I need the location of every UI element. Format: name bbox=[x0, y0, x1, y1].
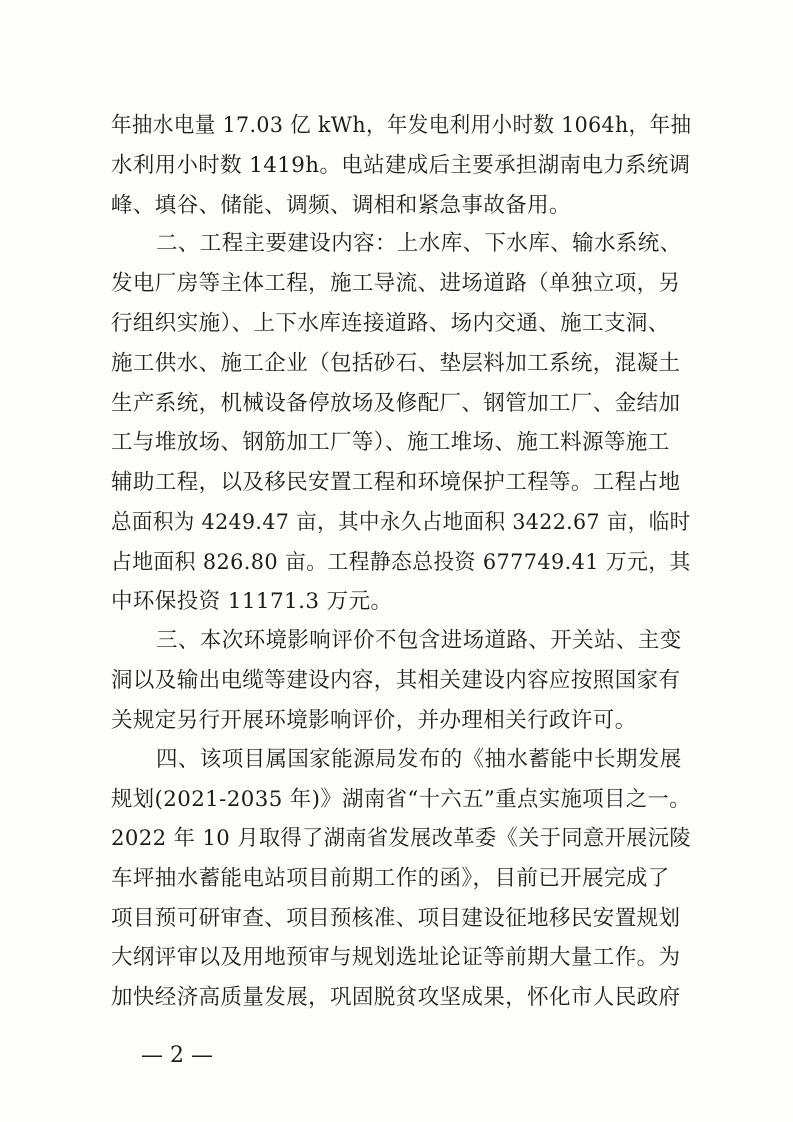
page-number: — 2 — bbox=[141, 1043, 213, 1068]
paragraph-4-start: 四、该项目属国家能源局发布的《抽水蓄能中长期发展 bbox=[156, 747, 682, 772]
text-line: 发电厂房等主体工程，施工导流、进场道路（单独立项，另 bbox=[111, 271, 681, 296]
text-line: 关规定另行开展环境影响评价，并办理相关行政许可。 bbox=[111, 708, 637, 733]
text-line: 施工供水、施工企业（包括砂石、垫层料加工系统，混凝土 bbox=[111, 351, 681, 376]
text-line: 行组织实施）、上下水库连接道路、场内交通、施工支洞、 bbox=[111, 311, 670, 336]
text-line: 峰、填谷、储能、调频、调相和紧急事故备用。 bbox=[111, 193, 571, 218]
paragraph-2-start: 二、工程主要建设内容：上水库、下水库、输水系统、 bbox=[156, 231, 682, 256]
text-line: 洞以及输出电缆等建设内容，其相关建设内容应按照国家有 bbox=[111, 668, 681, 693]
text-line: 占地面积 826.80 亩。工程静态总投资 677749.41 万元，其 bbox=[111, 550, 691, 575]
text-line: 规划(2021-2035 年)》湖南省“十六五”重点实施项目之一。 bbox=[111, 787, 691, 812]
text-line: 项目预可研审查、项目预核准、项目建设征地移民安置规划 bbox=[111, 906, 681, 931]
text-line: 2022 年 10 月取得了湖南省发展改革委《关于同意开展沅陵 bbox=[111, 826, 691, 851]
text-line: 加快经济高质量发展，巩固脱贫攻坚成果，怀化市人民政府 bbox=[111, 985, 681, 1010]
text-line: 生产系统，机械设备停放场及修配厂、钢管加工厂、金结加 bbox=[111, 391, 681, 416]
text-line: 中环保投资 11171.3 万元。 bbox=[111, 589, 393, 614]
text-line: 年抽水电量 17.03 亿 kWh，年发电利用小时数 1064h，年抽 bbox=[111, 113, 692, 138]
text-line: 辅助工程，以及移民安置工程和环境保护工程等。工程占地 bbox=[111, 470, 681, 495]
paragraph-3-start: 三、本次环境影响评价不包含进场道路、开关站、主变 bbox=[156, 628, 682, 653]
text-line: 水利用小时数 1419h。电站建成后主要承担湖南电力系统调 bbox=[111, 153, 691, 178]
text-line: 车坪抽水蓄能电站项目前期工作的函》，目前已开展完成了 bbox=[111, 866, 670, 891]
text-line: 大纲评审以及用地预审与规划选址论证等前期大量工作。为 bbox=[111, 945, 681, 970]
text-line: 总面积为 4249.47 亩，其中永久占地面积 3422.67 亩，临时 bbox=[111, 510, 691, 535]
text-line: 工与堆放场、钢筋加工厂等）、施工堆场、施工料源等施工 bbox=[111, 430, 670, 455]
